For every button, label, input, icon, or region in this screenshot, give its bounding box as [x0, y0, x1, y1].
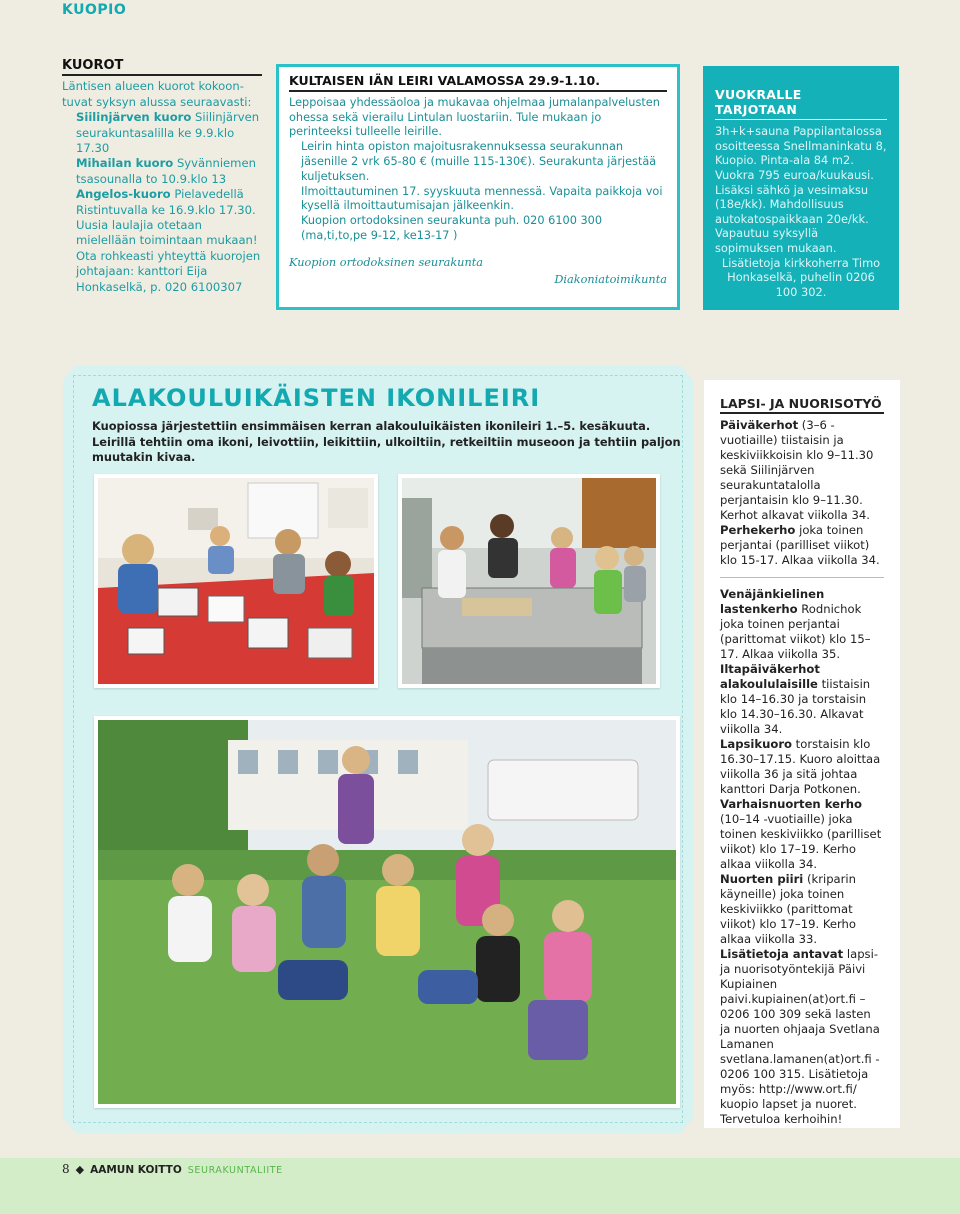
lapsi-item: [720, 797, 884, 872]
lapsi-item: [720, 418, 884, 523]
leiri-paragraph: Leirin hinta opiston majoitusrakennuksessa seurakunnan jäsenille 2 vrk 65-80 € (muille 115-130€). Seurakunta järjestää kuljetuksen.: [301, 140, 657, 183]
photo-baking-image: [402, 478, 656, 684]
photo-baking: [398, 474, 660, 688]
lapsi-heading: LAPSI- JA NUORISOTYÖ: [720, 396, 884, 414]
kuorot-heading: KUOROT: [62, 58, 262, 76]
lapsi-item-name: Varhaisnuorten kerho: [720, 797, 862, 811]
photo-drawing: [94, 474, 378, 688]
leiri-paragraph: Leppoisaa yhdessäoloa ja mukavaa ohjelmaa jumalanpalvelusten ohessa sekä vierailu Lintulan luostariin. Tule mukaan jo perinteeksi tulleelle leirille.: [289, 95, 660, 139]
lapsi-item: [720, 587, 884, 662]
ikonileiri-title: ALAKOULUIKÄISTEN IKONILEIRI: [92, 384, 541, 412]
lapsi-item: [720, 662, 884, 737]
lapsi-item-text: (kriparin käyneille) joka toinen keskiviikko (parittomat viikot) klo 17–19. Kerho alkaa viikolla 33.: [720, 872, 856, 946]
lapsi-item-name: Päiväkerhot: [720, 418, 799, 432]
vuokra-article: [703, 66, 899, 310]
lapsi-item-name: Venäjänkielinen lastenkerho: [720, 587, 825, 616]
publication-supplement: SEURAKUNTALIITE: [187, 1165, 283, 1176]
leiri-heading: KULTAISEN IÄN LEIRI VALAMOSSA 29.9-1.10.: [289, 74, 667, 92]
section-label: KUOPIO: [62, 2, 127, 18]
lapsi-item-text: (3–6 -vuotiaille) tiistaisin ja keskiviikkoisin klo 9–11.30 sekä Siilinjärven seurakuntatalolla perjantaisin klo 9–11.30. Kerhot alkavat viikolla 34.: [720, 418, 874, 522]
photo-group: [94, 716, 680, 1108]
lapsi-item-name: Lisätietoja antavat: [720, 947, 844, 961]
kuorot-item-text: Syvänniemen tsasounalla to 10.9.klo 13: [76, 156, 256, 186]
lapsi-item: [720, 523, 884, 568]
kuorot-item: [62, 187, 262, 218]
leiri-article: [276, 64, 680, 310]
ikonileiri-lead: Kuopiossa järjestettiin ensimmäisen kerran alakouluikäisten ikonileiri 1.–5. kesäkuuta. Leirillä tehtiin oma ikoni, leivottiin, leikittiin, ulkoiltiin, retkeiltiin museoon ja tehtiin paljon muutakin kivaa.: [92, 419, 681, 465]
vuokra-heading: VUOKRALLE TARJOTAAN: [715, 88, 887, 120]
kuorot-article: [62, 58, 262, 295]
diamond-icon: ◆: [75, 1163, 85, 1176]
kuorot-closing: Uusia laulajia otetaan mielellään toimintaan mukaan! Ota rohkeasti yhteyttä kuorojen johtajaan: kanttori Eija Honkaselkä, p. 020 6100307: [76, 218, 261, 294]
lapsi-nuorisotyo-article: [704, 380, 900, 1128]
vuokra-info: Lisätietoja kirkkoherra Timo Honkaselkä, puhelin 0206 100 302.: [721, 255, 881, 299]
photo-group-image: [98, 720, 676, 1104]
lapsi-item: [720, 737, 884, 797]
lapsi-item-text: torstaisin klo 16.30–17.15. Kuoro aloittaa viikolla 36 ja sitä johtaa kanttori Darja Potkonen.: [720, 737, 881, 796]
lapsi-item-name: Nuorten piiri: [720, 872, 804, 886]
kuorot-item-text: Siilinjärven seurakuntasalilla ke 9.9.klo 17.30: [76, 110, 260, 156]
footer: [62, 1162, 283, 1176]
lapsi-item-text: joka toinen perjantai (parilliset viikot) klo 15-17. Alkaa viikolla 34.: [720, 523, 880, 567]
lapsi-item-name: Iltapäiväkerhot alakoululaisille: [720, 662, 820, 691]
lapsi-item-text: Rodnichok joka toinen perjantai (parittomat viikot) klo 15–17. Alkaa viikolla 35.: [720, 602, 871, 661]
lapsi-item-name: Lapsikuoro: [720, 737, 792, 751]
kuorot-item: [62, 156, 262, 187]
kuorot-item-name: Siilinjärven kuoro: [76, 110, 192, 125]
publication-name: AAMUN KOITTO: [90, 1164, 182, 1176]
kuorot-item-name: Mihailan kuoro: [76, 156, 174, 171]
kuorot-intro-1: Läntisen alueen kuorot kokoon-: [62, 79, 244, 94]
leiri-paragraph: Ilmoittautuminen 17. syyskuuta mennessä. Vapaita paikkoja voi kysellä ilmoittautumisajan jälkeenkin.: [301, 184, 663, 213]
lapsi-item-text: lapsi- ja nuorisotyöntekijä Päivi Kupiainen paivi.kupiainen(at)ort.fi – 0206 100 309 sekä lasten ja nuorten ohjaaja Svetlana Lamanen svetlana.lamanen(at)ort.fi - 0206 100 315. Lisätietoja myös: http://www.ort.fi/ kuopio lapset ja nuoret. Tervetuloa kerhoihin!: [720, 947, 880, 1126]
kuorot-item-text: Pielavedellä Ristintuvalla ke 16.9.klo 17.30.: [76, 187, 256, 217]
lapsi-item: [720, 947, 884, 1127]
kuorot-intro-2: tuvat syksyn alussa seuraavasti:: [62, 94, 252, 109]
lapsi-item-text: (10–14 -vuotiaille) joka toinen keskiviikko (parilliset viikot) klo 17–19. Kerho alkaa viikolla 34.: [720, 812, 882, 871]
photo-drawing-image: [98, 478, 374, 684]
leiri-signature-left: Kuopion ortodoksinen seurakunta: [289, 255, 484, 269]
lapsi-item: [720, 872, 884, 947]
leiri-paragraph: Kuopion ortodoksinen seurakunta puh. 020 6100 300 (ma,ti,to,pe 9-12, ke13-17 ): [301, 214, 603, 242]
kuorot-item-name: Angelos-kuoro: [76, 187, 171, 202]
vuokra-text: 3h+k+sauna Pappilantalossa osoitteessa Snellmaninkatu 8, Kuopio. Pinta-ala 84 m2. Vuokra 795 euroa/kuukausi. Lisäksi sähkö ja vesimaksu (18e/kk). Mahdollisuus autokatospaikkaan 20e/kk. Vapautuu syksyllä sopimuksen mukaan.: [715, 124, 887, 255]
page-number: 8: [62, 1162, 70, 1176]
leiri-signature-right: Diakoniatoimikunta: [554, 272, 667, 286]
lapsi-separator: [720, 577, 884, 578]
lapsi-item-text: tiistaisin klo 14–16.30 ja torstaisin klo 14.30–16.30. Alkavat viikolla 34.: [720, 677, 871, 736]
lapsi-item-name: Perhekerho: [720, 523, 796, 537]
kuorot-item: [62, 110, 262, 156]
